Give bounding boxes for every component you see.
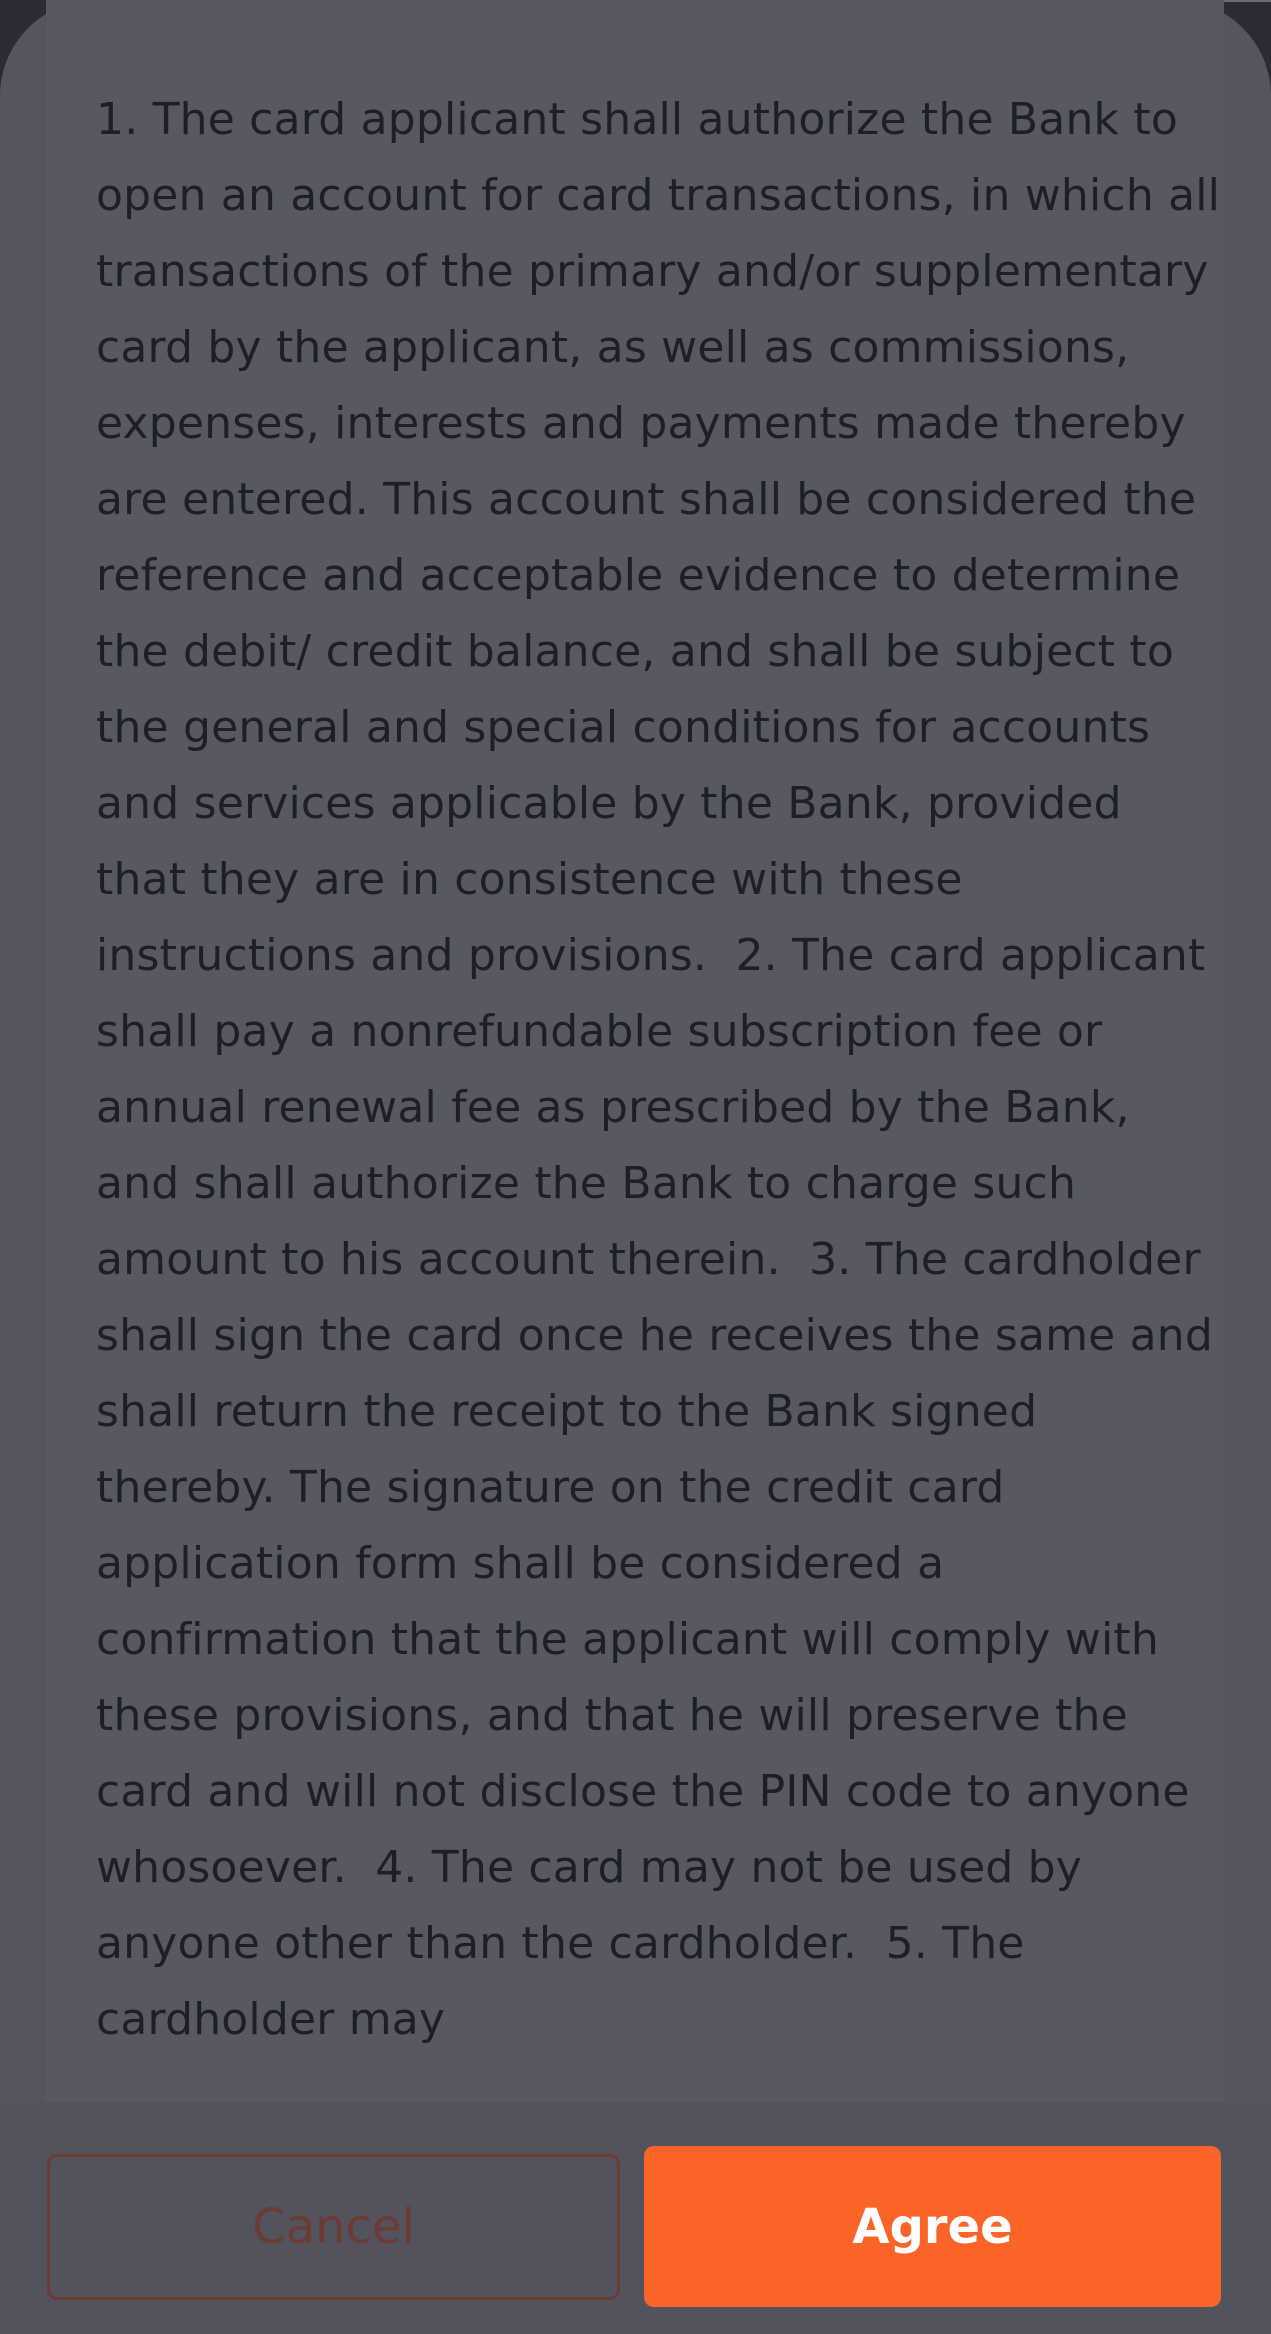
cancel-button[interactable]: Cancel [47, 2154, 620, 2300]
terms-scroll-area[interactable] [46, 0, 1235, 2102]
agree-button[interactable]: Agree [644, 2146, 1221, 2307]
terms-text: 1. The card applicant shall authorize the Bank to open an account for card transactions, in which all transactions of the primary and/or supplementary card by the applicant, as well as commissions, expenses, interests and payments made thereby are entered. This account shall be considered the reference and acceptable evidence to determine the debit/ credit balance, and shall be subject to the general and special conditions for accounts and services applicable by the Bank, provided that they are in consistence with these instructions and provisions. 2. The card applicant shall pay a nonrefundable subscription fee or annual renewal fee as prescribed by the Bank, and shall authorize the Bank to charge such amount to his account therein. 3. The cardholder shall sign the card once he receives the same and shall return the receipt to the Bank signed thereby. The signature on the credit card application form shall be considered a confirmation that the applicant will comply with these provisions, and that he will preserve the card and will not disclose the PIN code to anyone whosoever. 4. The card may not be used by anyone other than the cardholder. 5. The cardholder may [96, 94, 1235, 2045]
